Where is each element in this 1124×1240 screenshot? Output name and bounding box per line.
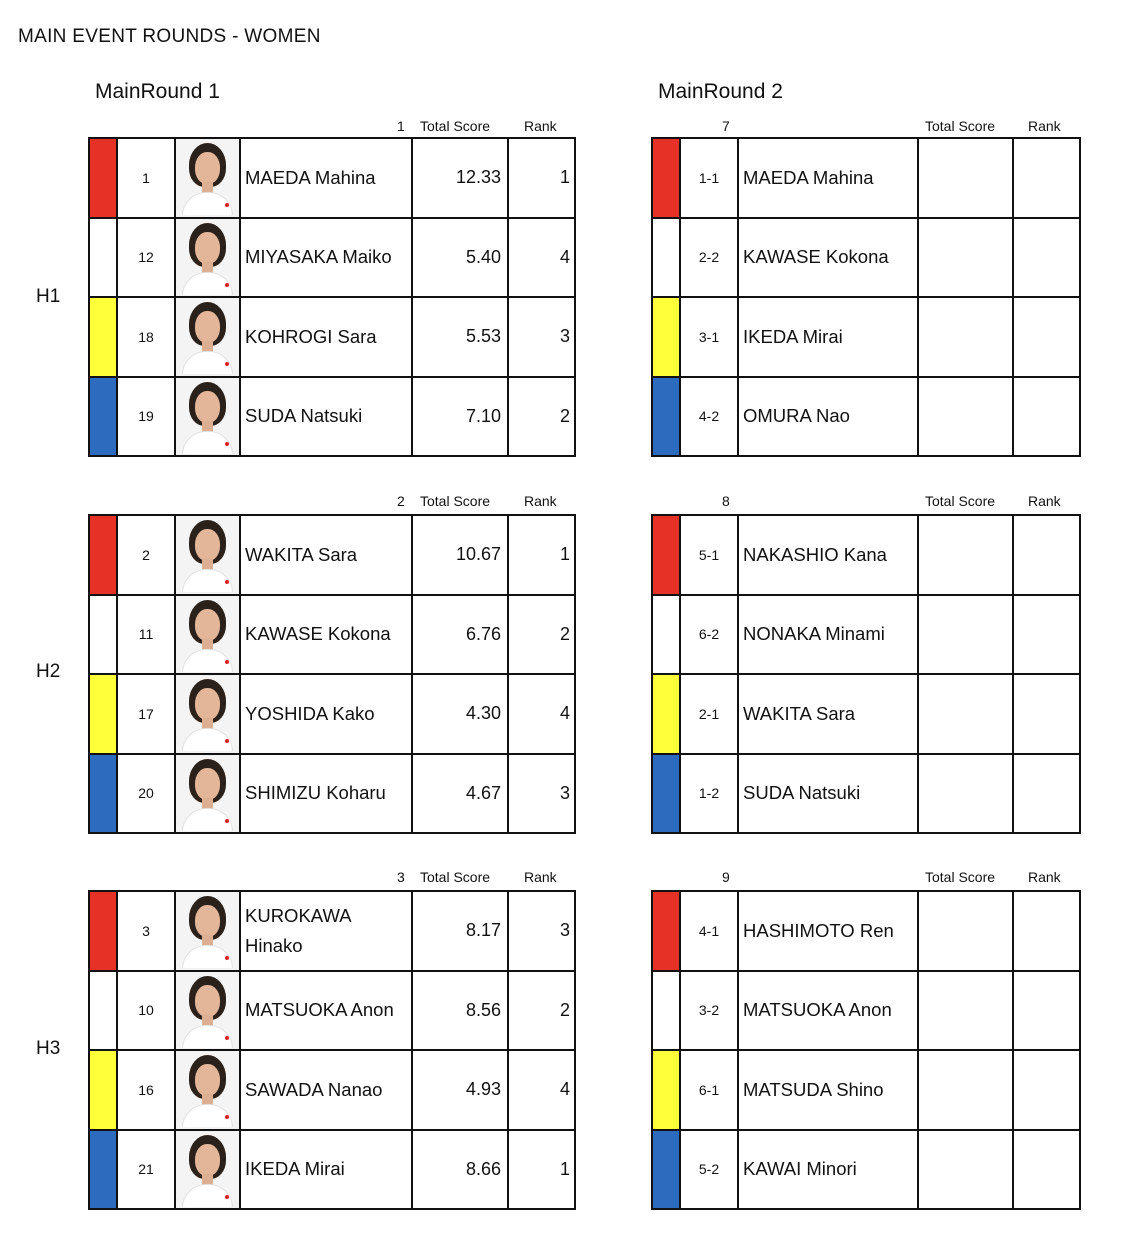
- seed-cell: 2: [117, 515, 175, 595]
- seed-cell: 18: [117, 297, 175, 377]
- jersey-color-cell: [89, 891, 117, 971]
- athlete-photo: [175, 1130, 240, 1210]
- jersey-color-cell: [89, 377, 117, 457]
- seed-cell: 3-1: [680, 297, 738, 377]
- total-score-cell: [918, 971, 1013, 1051]
- athlete-photo: [175, 971, 240, 1051]
- table-row: [652, 754, 1080, 834]
- total-score-header: Total Score: [420, 869, 491, 885]
- total-score-header: Total Score: [420, 493, 491, 509]
- table-row: [652, 377, 1080, 457]
- heat-number: 3: [397, 869, 405, 885]
- seed-cell: 5-1: [680, 515, 738, 595]
- seed-cell: 1-2: [680, 754, 738, 834]
- heat-table: [651, 137, 1081, 457]
- athlete-name: IKEDA Mirai: [738, 297, 918, 377]
- seed-cell: 10: [117, 971, 175, 1051]
- heat-number: 1: [397, 118, 405, 134]
- jersey-color-cell: [652, 218, 680, 298]
- seed-cell: 21: [117, 1130, 175, 1210]
- seed-cell: 6-1: [680, 1050, 738, 1130]
- athlete-photo: [175, 138, 240, 218]
- total-score-cell: [918, 891, 1013, 971]
- athlete-name: KAWASE Kokona: [240, 595, 412, 675]
- rank-cell: [1013, 674, 1080, 754]
- jersey-color-cell: [652, 297, 680, 377]
- heat-table: [651, 514, 1081, 834]
- rank-header: Rank: [1028, 869, 1061, 885]
- avatar: [177, 597, 238, 672]
- rank-cell: [1013, 1130, 1080, 1210]
- rank-cell: [1013, 971, 1080, 1051]
- athlete-name: MAEDA Mahina: [240, 138, 412, 218]
- table-row: [89, 971, 575, 1051]
- table-row: [652, 218, 1080, 298]
- rank-cell: [1013, 595, 1080, 675]
- rank-cell: 4: [508, 1050, 575, 1130]
- rank-cell: 2: [508, 377, 575, 457]
- table-row: [89, 138, 575, 218]
- jersey-color-cell: [652, 1050, 680, 1130]
- jersey-color-cell: [89, 595, 117, 675]
- table-row: [89, 515, 575, 595]
- seed-cell: 11: [117, 595, 175, 675]
- rank-cell: 1: [508, 138, 575, 218]
- rank-header: Rank: [1028, 118, 1061, 134]
- avatar: [177, 379, 238, 454]
- total-score-cell: [918, 138, 1013, 218]
- table-row: [652, 1050, 1080, 1130]
- jersey-color-cell: [652, 138, 680, 218]
- heat-number: 7: [722, 118, 730, 134]
- rank-cell: 4: [508, 674, 575, 754]
- athlete-name: SAWADA Nanao: [240, 1050, 412, 1130]
- athlete-photo: [175, 218, 240, 298]
- heat-label: H2: [36, 661, 61, 682]
- table-row: [652, 1130, 1080, 1210]
- athlete-photo: [175, 674, 240, 754]
- athlete-name: SUDA Natsuki: [240, 377, 412, 457]
- heat-label: H3: [36, 1038, 61, 1059]
- athlete-name: WAKITA Sara: [738, 674, 918, 754]
- jersey-color-cell: [652, 377, 680, 457]
- total-score-cell: 12.33: [412, 138, 508, 218]
- total-score-cell: 8.17: [412, 891, 508, 971]
- total-score-cell: 6.76: [412, 595, 508, 675]
- table-row: [652, 971, 1080, 1051]
- avatar: [177, 1132, 238, 1207]
- seed-cell: 1-1: [680, 138, 738, 218]
- athlete-name: MATSUOKA Anon: [738, 971, 918, 1051]
- jersey-color-cell: [89, 138, 117, 218]
- rank-cell: 3: [508, 297, 575, 377]
- athlete-photo: [175, 1050, 240, 1130]
- rank-cell: 2: [508, 971, 575, 1051]
- total-score-cell: [918, 515, 1013, 595]
- athlete-photo: [175, 595, 240, 675]
- table-row: [89, 1050, 575, 1130]
- rank-cell: 1: [508, 1130, 575, 1210]
- rank-cell: 1: [508, 515, 575, 595]
- total-score-cell: [918, 674, 1013, 754]
- table-row: [652, 138, 1080, 218]
- total-score-cell: 8.66: [412, 1130, 508, 1210]
- total-score-cell: [918, 1130, 1013, 1210]
- avatar: [177, 893, 238, 968]
- seed-cell: 4-2: [680, 377, 738, 457]
- jersey-color-cell: [652, 515, 680, 595]
- table-row: [89, 674, 575, 754]
- rank-header: Rank: [524, 118, 557, 134]
- heat-table: [88, 890, 576, 1210]
- avatar: [177, 676, 238, 751]
- seed-cell: 5-2: [680, 1130, 738, 1210]
- athlete-name: NONAKA Minami: [738, 595, 918, 675]
- rank-cell: 2: [508, 595, 575, 675]
- total-score-header: Total Score: [925, 869, 996, 885]
- athlete-name: KAWASE Kokona: [738, 218, 918, 298]
- avatar: [177, 220, 238, 295]
- avatar: [177, 299, 238, 374]
- rank-header: Rank: [524, 869, 557, 885]
- seed-cell: 2-1: [680, 674, 738, 754]
- heat-number: 9: [722, 869, 730, 885]
- athlete-name: MATSUOKA Anon: [240, 971, 412, 1051]
- table-row: [652, 515, 1080, 595]
- heat-table: [651, 890, 1081, 1210]
- round-2-title: MainRound 2: [658, 80, 783, 103]
- rank-cell: 3: [508, 754, 575, 834]
- table-row: [89, 595, 575, 675]
- total-score-cell: [918, 754, 1013, 834]
- athlete-name: OMURA Nao: [738, 377, 918, 457]
- athlete-photo: [175, 891, 240, 971]
- seed-cell: 4-1: [680, 891, 738, 971]
- avatar: [177, 973, 238, 1048]
- rank-cell: 3: [508, 891, 575, 971]
- athlete-name: MATSUDA Shino: [738, 1050, 918, 1130]
- heat-number: 2: [397, 493, 405, 509]
- seed-cell: 17: [117, 674, 175, 754]
- jersey-color-cell: [652, 754, 680, 834]
- rank-cell: [1013, 754, 1080, 834]
- total-score-cell: 10.67: [412, 515, 508, 595]
- table-row: [89, 218, 575, 298]
- total-score-cell: 4.67: [412, 754, 508, 834]
- jersey-color-cell: [652, 674, 680, 754]
- total-score-cell: 7.10: [412, 377, 508, 457]
- athlete-name: HASHIMOTO Ren: [738, 891, 918, 971]
- seed-cell: 6-2: [680, 595, 738, 675]
- total-score-cell: [918, 1050, 1013, 1130]
- rank-cell: [1013, 1050, 1080, 1130]
- total-score-cell: 8.56: [412, 971, 508, 1051]
- athlete-name: NAKASHIO Kana: [738, 515, 918, 595]
- athlete-name: MIYASAKA Maiko: [240, 218, 412, 298]
- athlete-photo: [175, 377, 240, 457]
- avatar: [177, 517, 238, 592]
- jersey-color-cell: [89, 1130, 117, 1210]
- athlete-name: MAEDA Mahina: [738, 138, 918, 218]
- total-score-cell: 5.53: [412, 297, 508, 377]
- page-title: MAIN EVENT ROUNDS - WOMEN: [18, 26, 321, 47]
- seed-cell: 2-2: [680, 218, 738, 298]
- athlete-name: KAWAI Minori: [738, 1130, 918, 1210]
- jersey-color-cell: [89, 218, 117, 298]
- seed-cell: 19: [117, 377, 175, 457]
- total-score-cell: 5.40: [412, 218, 508, 298]
- avatar: [177, 140, 238, 215]
- seed-cell: 3-2: [680, 971, 738, 1051]
- athlete-name: IKEDA Mirai: [240, 1130, 412, 1210]
- jersey-color-cell: [652, 891, 680, 971]
- table-row: [89, 1130, 575, 1210]
- rank-cell: [1013, 218, 1080, 298]
- table-row: [89, 891, 575, 971]
- table-row: [652, 595, 1080, 675]
- avatar: [177, 1052, 238, 1127]
- jersey-color-cell: [89, 971, 117, 1051]
- jersey-color-cell: [89, 674, 117, 754]
- rank-cell: [1013, 297, 1080, 377]
- round-1-title: MainRound 1: [95, 80, 220, 103]
- athlete-name: YOSHIDA Kako: [240, 674, 412, 754]
- jersey-color-cell: [89, 754, 117, 834]
- athlete-photo: [175, 754, 240, 834]
- total-score-cell: [918, 377, 1013, 457]
- total-score-cell: 4.93: [412, 1050, 508, 1130]
- heat-table: [88, 137, 576, 457]
- seed-cell: 20: [117, 754, 175, 834]
- athlete-name: KUROKAWA Hinako: [240, 891, 412, 971]
- total-score-cell: [918, 218, 1013, 298]
- table-row: [89, 377, 575, 457]
- seed-cell: 1: [117, 138, 175, 218]
- total-score-cell: [918, 297, 1013, 377]
- athlete-name: WAKITA Sara: [240, 515, 412, 595]
- table-row: [652, 891, 1080, 971]
- rank-cell: 4: [508, 218, 575, 298]
- total-score-header: Total Score: [420, 118, 491, 134]
- total-score-cell: [918, 595, 1013, 675]
- rank-cell: [1013, 138, 1080, 218]
- jersey-color-cell: [652, 595, 680, 675]
- table-row: [89, 754, 575, 834]
- athlete-name: KOHROGI Sara: [240, 297, 412, 377]
- athlete-photo: [175, 297, 240, 377]
- seed-cell: 3: [117, 891, 175, 971]
- jersey-color-cell: [652, 1130, 680, 1210]
- rank-cell: [1013, 515, 1080, 595]
- jersey-color-cell: [89, 1050, 117, 1130]
- heat-label: H1: [36, 286, 61, 307]
- rank-cell: [1013, 891, 1080, 971]
- rank-header: Rank: [524, 493, 557, 509]
- athlete-name: SUDA Natsuki: [738, 754, 918, 834]
- table-row: [652, 297, 1080, 377]
- rank-header: Rank: [1028, 493, 1061, 509]
- jersey-color-cell: [89, 515, 117, 595]
- table-row: [89, 297, 575, 377]
- table-row: [652, 674, 1080, 754]
- jersey-color-cell: [89, 297, 117, 377]
- heat-number: 8: [722, 493, 730, 509]
- total-score-header: Total Score: [925, 493, 996, 509]
- total-score-header: Total Score: [925, 118, 996, 134]
- athlete-name: SHIMIZU Koharu: [240, 754, 412, 834]
- seed-cell: 12: [117, 218, 175, 298]
- seed-cell: 16: [117, 1050, 175, 1130]
- avatar: [177, 756, 238, 831]
- athlete-photo: [175, 515, 240, 595]
- heat-table: [88, 514, 576, 834]
- total-score-cell: 4.30: [412, 674, 508, 754]
- rank-cell: [1013, 377, 1080, 457]
- jersey-color-cell: [652, 971, 680, 1051]
